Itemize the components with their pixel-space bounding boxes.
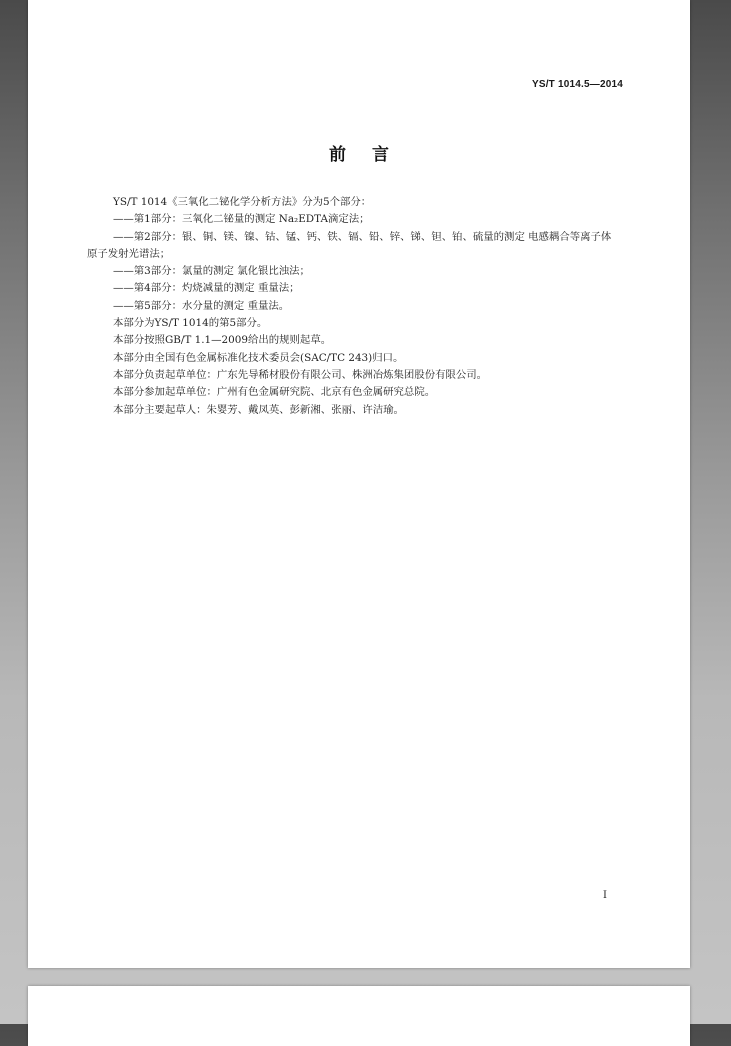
list-item: ——第3部分：氯量的测定 氯化银比浊法；: [113, 265, 310, 278]
paragraph: 本部分主要起草人：朱婴芳、戴凤英、彭新湘、张丽、许洁瑜。: [113, 403, 404, 416]
foreword-body: [87, 194, 637, 419]
list-item-continuation: 原子发射光谱法；: [87, 247, 171, 260]
paragraph: 本部分参加起草单位：广州有色金属研究院、北京有色金属研究总院。: [113, 386, 436, 399]
standard-code: YS/T 1014.5—2014: [531, 79, 623, 90]
paragraph: 本部分按照GB/T 1.1—2009给出的规则起草。: [113, 334, 332, 347]
paragraph: 本部分为YS/T 1014的第5部分。: [113, 317, 268, 330]
page-number: I: [603, 890, 607, 901]
list-item: ——第2部分：银、铜、镁、镍、钴、锰、钙、铁、镉、铅、锌、锑、钽、铂、硫量的测定 电感耦合等离子体: [113, 230, 612, 243]
list-item: ——第4部分：灼烧减量的测定 重量法；: [113, 282, 300, 295]
paragraph: YS/T 1014《三氧化二铋化学分析方法》分为5个部分：: [113, 196, 372, 208]
next-page-edge: [28, 986, 690, 1046]
list-item: ——第1部分：三氧化二铋量的测定 Na₂EDTA滴定法；: [113, 213, 370, 226]
document-page: [28, 0, 690, 968]
paragraph: 本部分负责起草单位：广东先导稀材股份有限公司、株洲冶炼集团股份有限公司。: [113, 368, 488, 381]
paragraph: 本部分由全国有色金属标准化技术委员会(SAC/TC 243)归口。: [113, 351, 404, 364]
list-item: ——第5部分：水分量的测定 重量法。: [113, 299, 290, 312]
page-title: 前言: [329, 145, 415, 165]
